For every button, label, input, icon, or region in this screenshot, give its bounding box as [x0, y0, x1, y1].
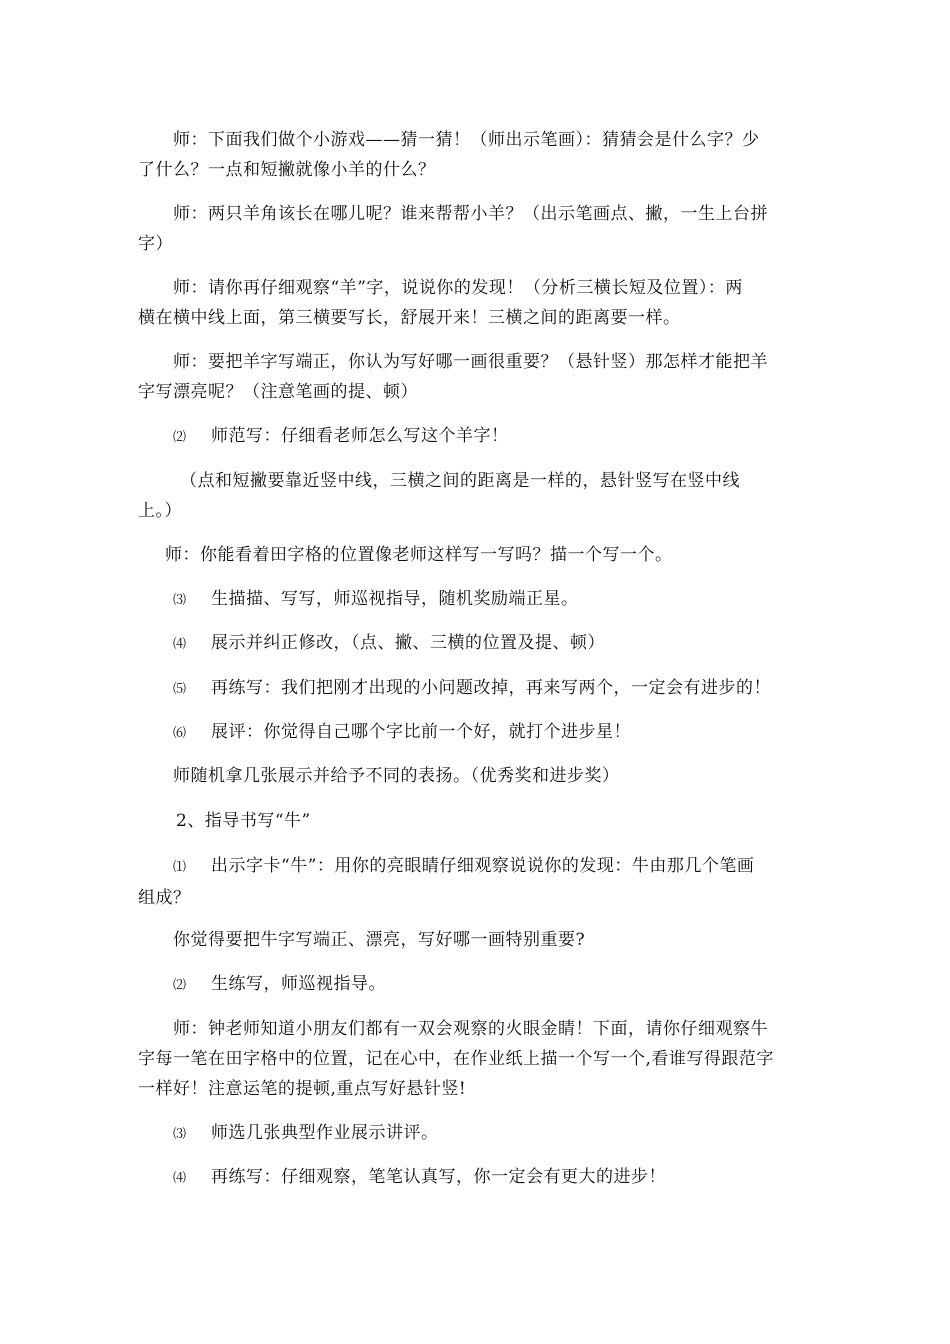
text-line: 师：你能看着田字格的位置像老师这样写一写吗？描一个写一个。	[165, 545, 673, 565]
paragraph-note	[138, 466, 838, 526]
item-number: ⑷	[173, 637, 187, 652]
text-line: 师随机拿几张展示并给予不同的表扬。（优秀奖和进步奖）	[173, 766, 620, 786]
item-number: ⑹	[173, 726, 187, 741]
item-number: ⑵	[173, 430, 187, 445]
list-item	[138, 1162, 838, 1194]
item-text: 生描描、写写，师巡视指导，随机奖励端正星。	[211, 589, 579, 609]
item-number: ⑵	[173, 978, 187, 993]
text-line: 师：钟老师知道小朋友们都有一双会观察的火眼金睛！下面，请你仔细观察牛	[173, 1019, 768, 1039]
paragraph-horns	[138, 199, 838, 259]
paragraph-observe-yang	[138, 273, 838, 333]
item-text: 生练写，师巡视指导。	[211, 974, 386, 994]
text-line: （点和短撇要靠近竖中线，三横之间的距离是一样的，悬针竖写在竖中线	[180, 471, 740, 491]
item-text: 师选几张典型作业展示讲评。	[211, 1123, 439, 1143]
list-item	[138, 628, 838, 660]
list-item	[138, 584, 838, 616]
list-item	[138, 969, 838, 1001]
text-line: 你觉得要把牛字写端正、漂亮，写好哪一画特别重要?	[173, 930, 586, 950]
item-text: 再练写：我们把刚才出现的小问题改掉，再来写两个，一定会有进步的！	[211, 678, 771, 698]
text-line: 字）	[138, 234, 173, 254]
text-line: 字每一笔在田字格中的位置，记在心中，在作业纸上描一个写一个,看谁写得跟范字	[138, 1049, 774, 1069]
paragraph-guess-game	[138, 125, 838, 185]
paragraph-trace	[138, 540, 838, 570]
text-line: 师：下面我们做个小游戏——猜一猜！（师出示笔画）：猜猜会是什么字？少	[173, 130, 760, 150]
item-number: ⑴	[173, 860, 187, 875]
item-number: ⑶	[173, 1127, 187, 1142]
item-text: 展示并纠正修改，（点、撇、三横的位置及提、顿）	[211, 633, 605, 653]
list-item	[138, 717, 838, 749]
section-heading	[138, 806, 838, 836]
list-item	[138, 851, 838, 913]
text-line: 横在横中线上面，第三横要写长，舒展开来！三横之间的距离要一样。	[138, 308, 681, 328]
text-line: 上。）	[138, 501, 182, 521]
item-text: 展评：你觉得自己哪个字比前一个好，就打个进步星！	[211, 722, 631, 742]
item-number: ⑸	[173, 682, 187, 697]
item-number: ⑶	[173, 593, 187, 608]
text-line: 师：请你再仔细观察“羊”字，说说你的发现！（分析三横长短及位置）：两	[173, 278, 743, 298]
item-text: 再练写：仔细观察，笔笔认真写，你一定会有更大的进步！	[211, 1167, 666, 1187]
paragraph-write-yang	[138, 347, 838, 407]
list-item	[138, 1118, 838, 1150]
text-line: 师：两只羊角该长在哪儿呢？谁来帮帮小羊？（出示笔画点、撇，一生上台拼	[173, 204, 768, 224]
item-text: 出示字卡“牛”：用你的亮眼睛仔细观察说说你的发现：牛由那几个笔画	[211, 856, 755, 876]
text-line: 字写漂亮呢？（注意笔画的提、顿）	[138, 382, 418, 402]
paragraph-praise	[138, 761, 838, 791]
text-line: 师：要把羊字写端正，你认为写好哪一画很重要？（悬针竖）那怎样才能把羊	[173, 352, 768, 372]
item-text: 师范写：仔细看老师怎么写这个羊字！	[211, 426, 509, 446]
paragraph-observe-niu	[138, 1014, 838, 1104]
item-continuation: 组成？	[138, 888, 191, 908]
item-number: ⑷	[173, 1171, 187, 1186]
list-item	[138, 673, 838, 705]
text-line: 了什么？一点和短撇就像小羊的什么？	[138, 160, 436, 180]
text-line: 2、指导书写“牛”	[176, 811, 311, 831]
text-line: 一样好！注意运笔的提顿,重点写好悬针竖!	[138, 1079, 467, 1099]
list-item	[138, 421, 838, 453]
paragraph-question	[138, 925, 838, 955]
